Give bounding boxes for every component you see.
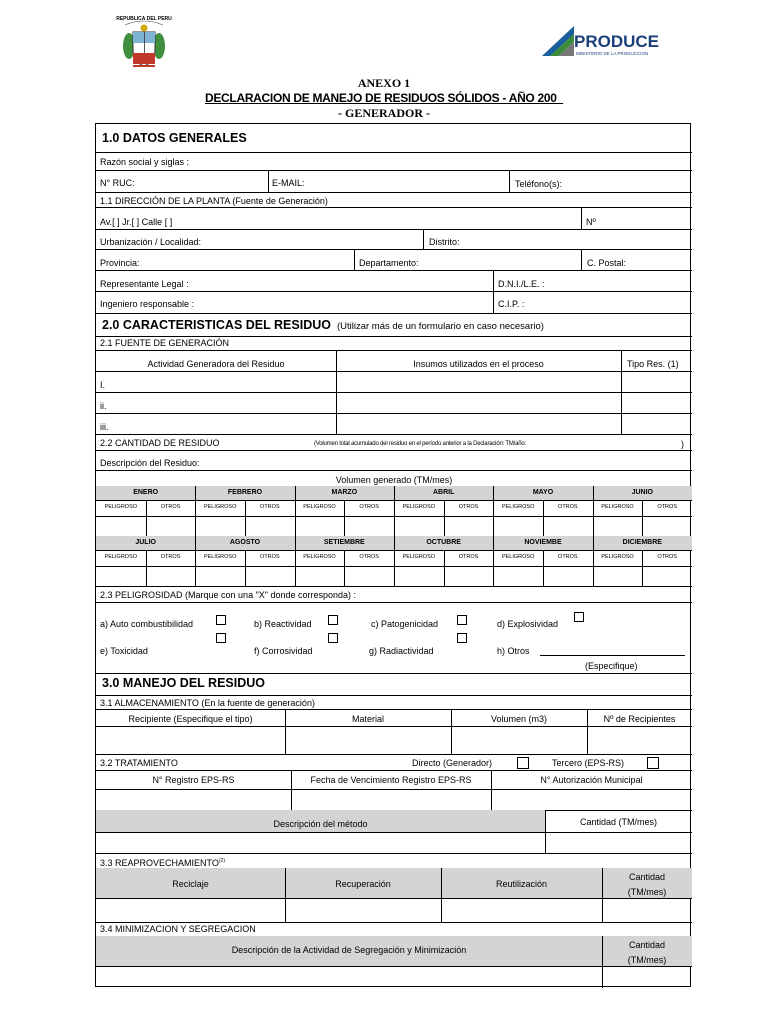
numero-label: Nº — [586, 217, 596, 227]
month-header: ABRIL — [432, 489, 455, 496]
month-value-cell[interactable] — [594, 567, 642, 585]
distrito-label: Distrito: — [429, 237, 460, 247]
fuente-row-2-label: ii. — [100, 401, 107, 411]
month-value-cell[interactable] — [494, 517, 542, 535]
option-explosividad: d) Explosividad — [497, 619, 559, 629]
month-value-cell[interactable] — [395, 517, 443, 535]
descripcion-residuo-label: Descripción del Residuo: — [100, 458, 200, 468]
section-3-title: 3.0 MANEJO DEL RESIDUO — [102, 676, 266, 690]
otros-subheader: OTROS — [160, 504, 181, 510]
col-nrecipientes-header: Nº de Recipientes — [603, 714, 676, 724]
otros-subheader: OTROS — [458, 554, 479, 560]
peligroso-subheader: PELIGROSO — [203, 554, 237, 560]
otros-subheader: OTROS — [558, 554, 578, 560]
otros-subheader: OTROS — [260, 504, 280, 510]
otros-subheader: OTROS — [260, 554, 280, 560]
month-value-cell[interactable] — [544, 517, 592, 535]
peligroso-subheader: PELIGROSO — [601, 554, 634, 560]
month-value-cell[interactable] — [196, 517, 244, 535]
checkbox-directo[interactable] — [517, 757, 529, 769]
form-title: DECLARACION DE MANEJO DE RESIDUOS SÓLIDOS - AÑO 200_ — [204, 91, 563, 105]
col-fecha-header: Fecha de Vencimiento Registro EPS-RS — [310, 775, 472, 785]
otros-subheader: OTROS — [160, 554, 181, 560]
peligroso-subheader: PELIGROSO — [303, 504, 336, 510]
section-2-note: (Utilizar más de un formulario en caso necesario) — [336, 321, 544, 332]
col-cantidad-reaprov-header: Cantidad — [628, 872, 666, 882]
col-tipo-header: Tipo Res. (1) — [627, 359, 679, 369]
tercero-label: Tercero (EPS-RS) — [552, 758, 625, 768]
checkbox-toxicidad[interactable] — [216, 633, 226, 643]
col-reciclaje-header: Reciclaje — [172, 879, 209, 889]
month-value-cell[interactable] — [296, 517, 344, 535]
otros-subheader: OTROS — [657, 504, 677, 510]
month-value-cell[interactable] — [643, 517, 691, 535]
option-auto-combustibilidad: a) Auto combustibilidad — [100, 619, 194, 629]
section-2-title: 2.0 CARACTERISTICAS DEL RESIDUO (Utilizar más de un formulario en caso necesario) — [102, 318, 544, 332]
month-header: FEBRERO — [227, 489, 263, 496]
subsection-2-1-title: 2.1 FUENTE DE GENERACIÓN — [100, 338, 230, 348]
col-metodo-header: Descripción del método — [273, 819, 368, 829]
month-value-cell[interactable] — [296, 567, 344, 585]
volumen-generado-label: Volumen generado (TM/mes) — [335, 475, 453, 485]
telefono-label: Teléfono(s): — [515, 179, 563, 189]
month-value-cell[interactable] — [345, 567, 393, 585]
directo-label: Directo (Generador) — [412, 758, 493, 768]
subsection-2-3-title: 2.3 PELIGROSIDAD (Marque con una "X" donde corresponda) : — [100, 590, 357, 600]
checkbox-tercero[interactable] — [647, 757, 659, 769]
col-segregacion-header: Descripción de la Actividad de Segregación y Minimización — [231, 945, 467, 955]
col-material-header: Material — [351, 714, 384, 724]
option-patogenicidad: c) Patogenicidad — [371, 619, 439, 629]
option-otros: h) Otros — [497, 646, 530, 656]
month-value-cell[interactable] — [494, 567, 542, 585]
month-header: JUNIO — [631, 489, 654, 496]
col-cantidad-seg-unit: (TM/mes) — [627, 955, 667, 965]
month-value-cell[interactable] — [246, 567, 294, 585]
declaration-form — [95, 123, 691, 987]
checkbox-auto-combustibilidad[interactable] — [216, 615, 226, 625]
otros-subheader: OTROS — [359, 554, 379, 560]
checkbox-reactividad[interactable] — [328, 615, 338, 625]
otros-subheader: OTROS — [458, 504, 479, 510]
month-value-cell[interactable] — [445, 517, 493, 535]
subsection-3-3-title: 3.3 REAPROVECHAMIENTO$^{(2)}$ — [100, 858, 225, 868]
month-value-cell[interactable] — [97, 517, 145, 535]
col-cantidad-reaprov-unit: (TM/mes) — [627, 887, 667, 897]
peligroso-subheader: PELIGROSO — [203, 504, 237, 510]
month-value-cell[interactable] — [147, 517, 195, 535]
provincia-label: Provincia: — [100, 258, 140, 268]
month-header: NOVIEMBE — [524, 539, 562, 546]
month-value-cell[interactable] — [395, 567, 443, 585]
form-subtitle: - GENERADOR - — [338, 106, 430, 120]
cip-label: C.I.P. : — [498, 299, 525, 309]
checkbox-radiactividad[interactable] — [457, 633, 467, 643]
peru-seal — [116, 16, 172, 72]
peru-seal-caption: REPUBLICA DEL PERU — [116, 16, 172, 22]
peligroso-subheader: PELIGROSO — [104, 504, 138, 510]
otros-subheader: OTROS — [558, 504, 578, 510]
otros-subheader: OTROS — [359, 504, 379, 510]
section-1-title: 1.0 DATOS GENERALES — [102, 131, 247, 145]
option-toxicidad: e) Toxicidad — [100, 646, 148, 656]
month-value-cell[interactable] — [643, 567, 691, 585]
annex-label: ANEXO 1 — [357, 76, 411, 90]
email-label: E-MAIL: — [272, 178, 305, 188]
subsection-3-1-title: 3.1 ALMACENAMIENTO (En la fuente de generación) — [100, 698, 315, 708]
urbanizacion-label: Urbanización / Localidad: — [100, 237, 202, 247]
month-header: OCTUBRE — [426, 539, 461, 546]
month-header: DICIEMBRE — [622, 539, 662, 546]
month-header: JULIO — [135, 539, 156, 546]
representante-label: Representante Legal : — [100, 279, 189, 289]
month-value-cell[interactable] — [147, 567, 195, 585]
option-reactividad: b) Reactividad — [254, 619, 312, 629]
col-actividad-header: Actividad Generadora del Residuo — [147, 359, 285, 369]
col-recipiente-header: Recipiente (Especifique el tipo) — [128, 714, 253, 724]
departamento-label: Departamento: — [359, 258, 419, 268]
fuente-row-1-label: I. — [100, 380, 106, 390]
month-value-cell[interactable] — [196, 567, 244, 585]
ruc-label: N° RUC: — [100, 178, 135, 188]
col-registro-header: N° Registro EPS-RS — [152, 775, 235, 785]
month-value-cell[interactable] — [345, 517, 393, 535]
month-value-cell[interactable] — [445, 567, 493, 585]
otros-subheader: OTROS — [657, 554, 677, 560]
subsection-2-2-title: 2.2 CANTIDAD DE RESIDUO — [100, 438, 220, 448]
month-header: MARZO — [331, 489, 358, 496]
col-reutilizacion-header: Reutilización — [495, 879, 548, 889]
peligroso-subheader: PELIGROSO — [501, 504, 535, 510]
dni-label: D.N.I./L.E. : — [498, 279, 545, 289]
subsection-3-4-title: 3.4 MINIMIZACION Y SEGREGACION — [100, 924, 256, 934]
cantidad-note: (Volumen total acumulado del residuo en el período anterior a la Declaración: TM/año: — [314, 441, 527, 447]
col-insumos-header: Insumos utilizados en el proceso — [413, 359, 544, 369]
cantidad-note-close: ) — [681, 439, 684, 449]
month-value-cell[interactable] — [97, 567, 145, 585]
month-header: MAYO — [532, 489, 554, 496]
razon-social-label: Razón social y siglas : — [100, 157, 190, 167]
col-autorizacion-header: N° Autorización Municipal — [540, 775, 643, 785]
fuente-row-3-label: iii. — [100, 422, 109, 432]
checkbox-explosividad[interactable] — [574, 612, 584, 622]
col-cantidad-metodo-header: Cantidad (TM/mes) — [579, 817, 658, 827]
produce-logo — [540, 20, 675, 60]
peligroso-subheader: PELIGROSO — [402, 554, 436, 560]
col-recuperacion-header: Recuperación — [335, 879, 391, 889]
peligroso-subheader: PELIGROSO — [402, 504, 436, 510]
subsection-3-2-title: 3.2 TRATAMIENTO — [100, 758, 178, 768]
month-header: ENERO — [133, 489, 159, 496]
option-radiactividad: g) Radiactividad — [369, 646, 434, 656]
checkbox-corrosividad[interactable] — [328, 633, 338, 643]
peligroso-subheader: PELIGROSO — [501, 554, 535, 560]
months-grid — [96, 486, 692, 586]
peligroso-subheader: PELIGROSO — [104, 554, 138, 560]
col-volumen-header: Volumen (m3) — [490, 714, 548, 724]
month-header: AGOSTO — [229, 539, 261, 546]
checkbox-patogenicidad[interactable] — [457, 615, 467, 625]
otros-specify-line[interactable] — [540, 655, 685, 656]
month-value-cell[interactable] — [594, 517, 642, 535]
subsection-1-1-title: 1.1 DIRECCIÓN DE LA PLANTA (Fuente de Generación) — [100, 196, 328, 206]
codigo-postal-label: C. Postal: — [587, 258, 627, 268]
peligroso-subheader: PELIGROSO — [303, 554, 336, 560]
peligroso-subheader: PELIGROSO — [601, 504, 634, 510]
especifique-label: (Especifique) — [585, 661, 638, 671]
col-cantidad-seg-header: Cantidad — [628, 940, 666, 950]
produce-logo-sub: MINISTERIO DE LA PRODUCCION — [576, 51, 649, 56]
month-value-cell[interactable] — [544, 567, 592, 585]
reaprovechamiento-footnote: (2) — [218, 858, 225, 864]
month-header: SETIEMBRE — [323, 539, 365, 546]
month-value-cell[interactable] — [246, 517, 294, 535]
via-label: Av.[ ] Jr.[ ] Calle [ ] — [100, 217, 173, 227]
ingeniero-label: Ingeniero responsable : — [100, 299, 195, 309]
option-corrosividad: f) Corrosividad — [254, 646, 313, 656]
produce-logo-name: PRODUCE — [574, 32, 660, 51]
